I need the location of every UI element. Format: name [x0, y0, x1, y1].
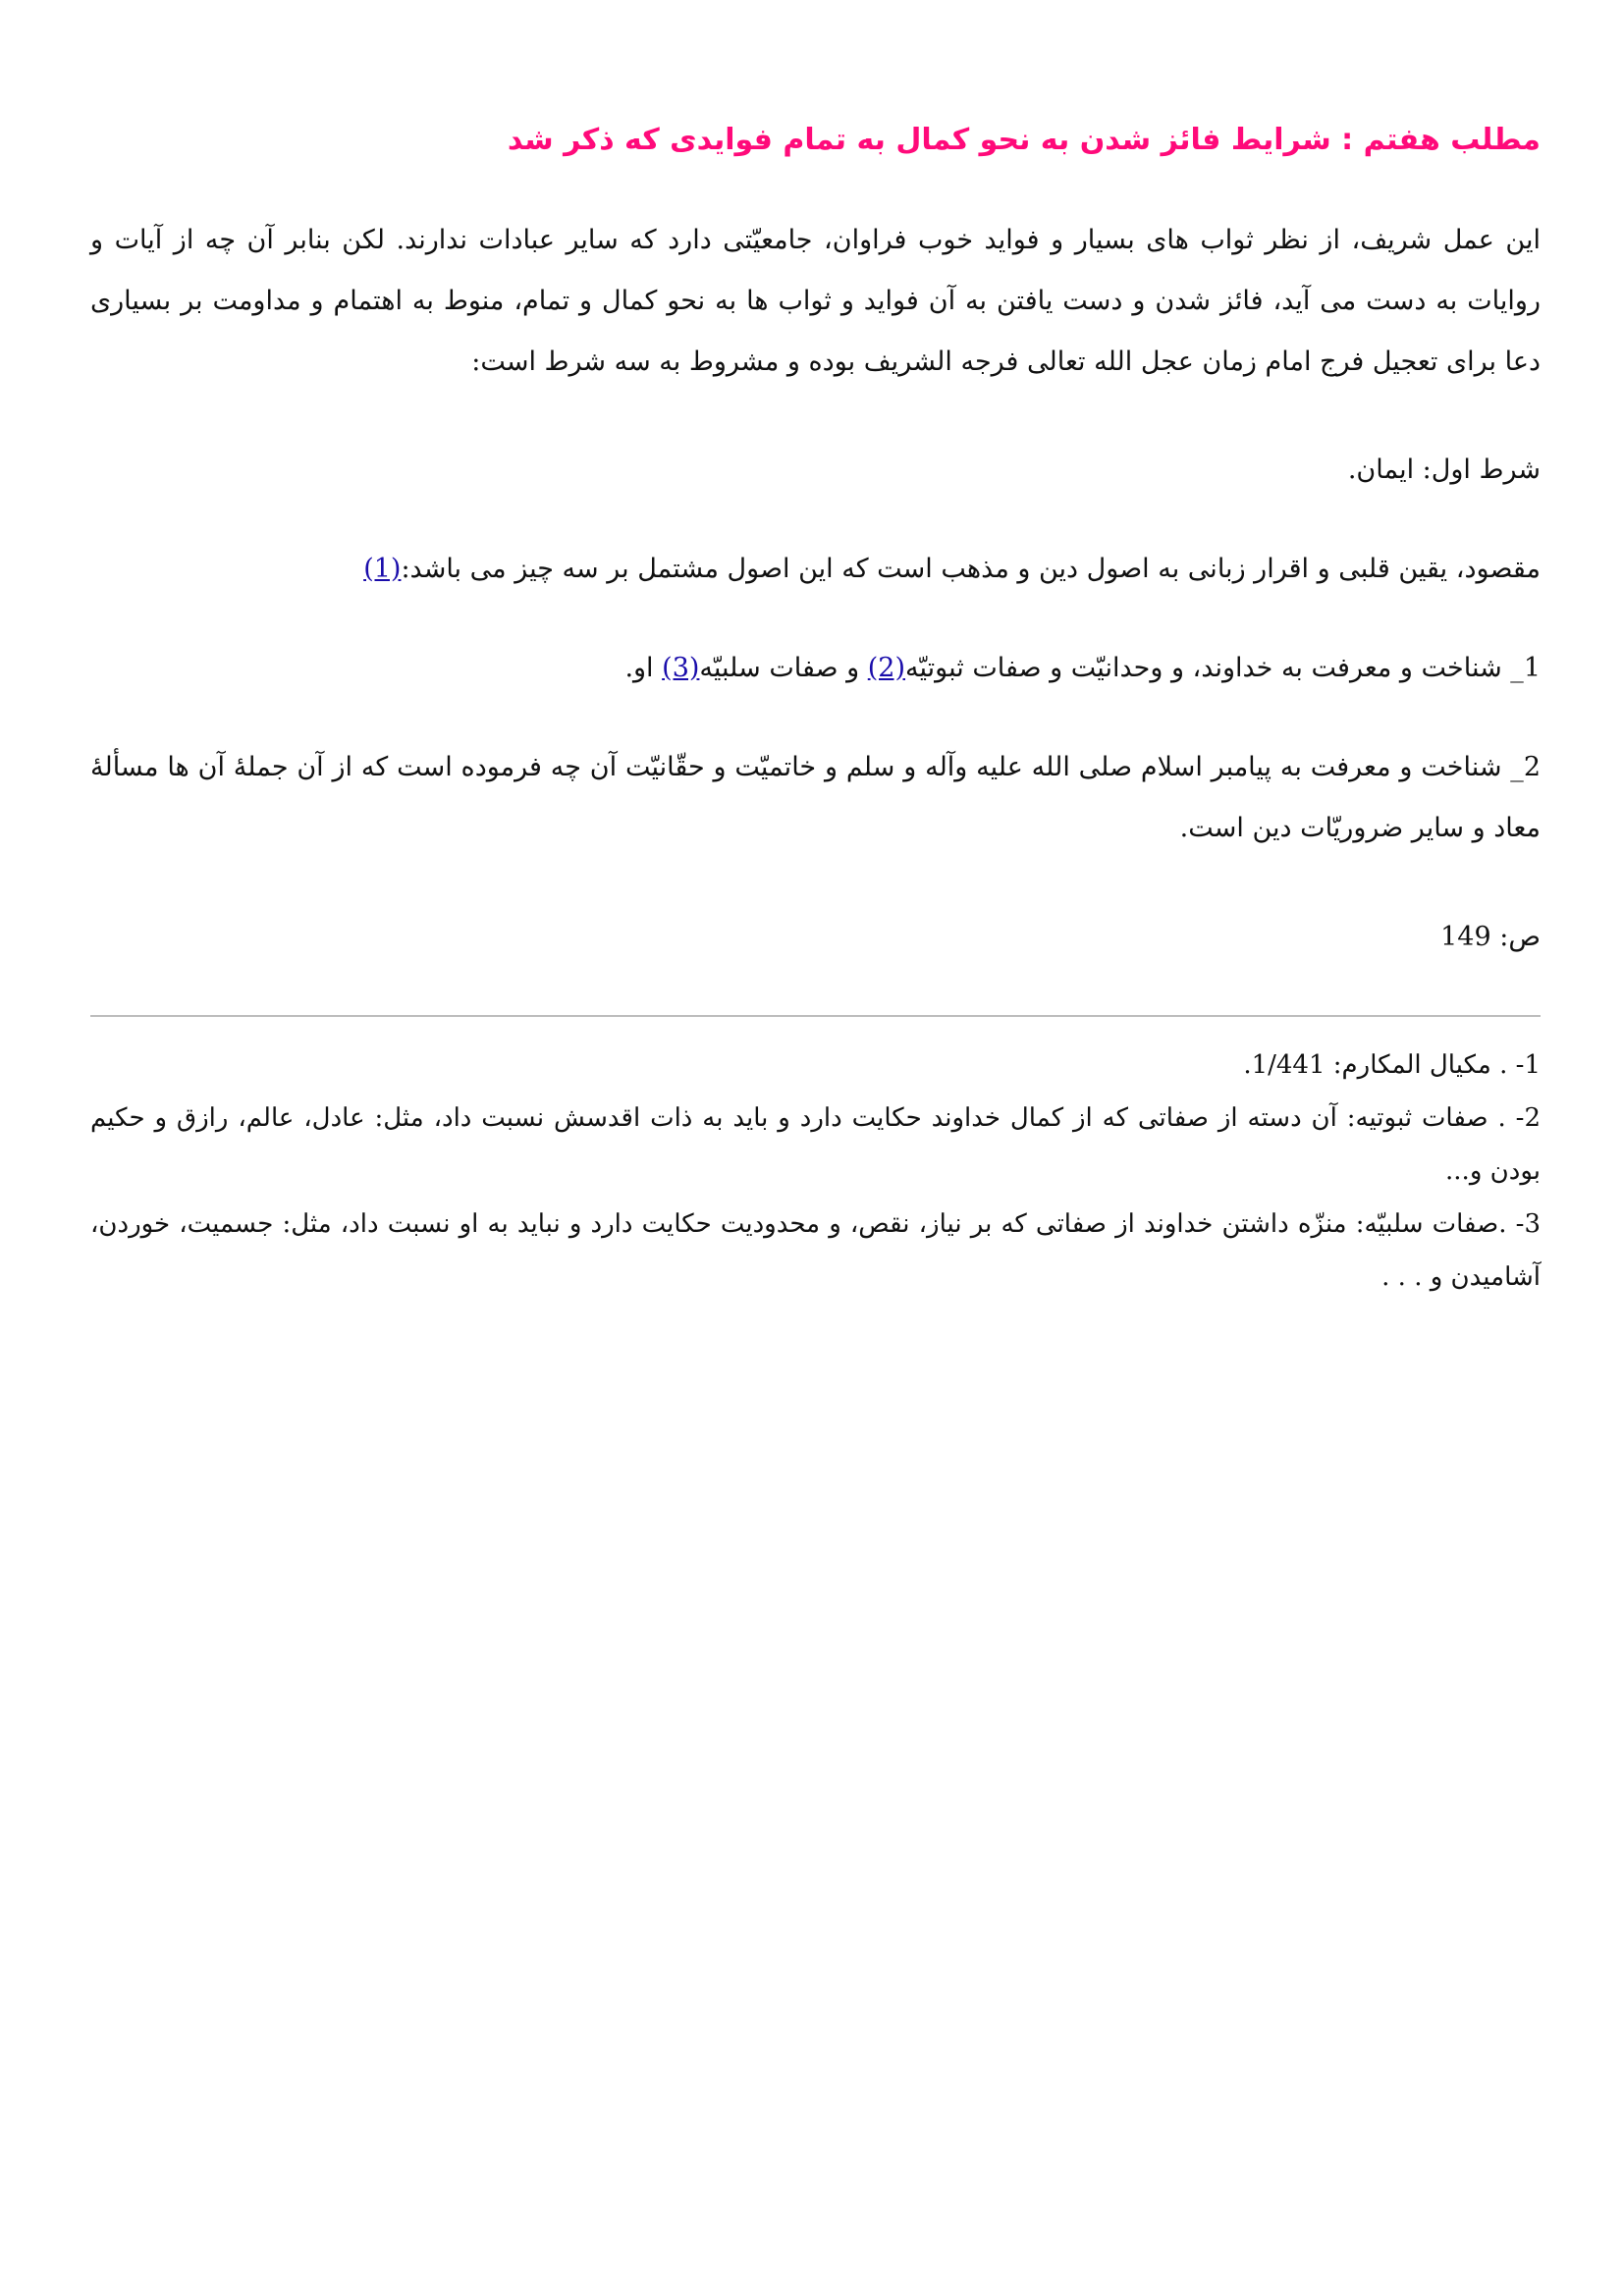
- item-one-text-c: او.: [624, 653, 663, 683]
- page-number: ص: 149: [1440, 922, 1541, 952]
- footnote-text: . صفات ثبوتیه: آن دسته از صفاتی که از کمال خداوند حکایت دارد و باید به ذات اقدسش نسبت داد، مثل: عادل، عالم، رازق و حکیم بودن و...: [90, 1103, 1541, 1186]
- footnote-number: 2-: [1505, 1103, 1541, 1133]
- condition-one-paragraph: شرط اول: ایمان.: [1347, 454, 1541, 485]
- footnote-text: .صفات سلبیّه: منزّه داشتن خداوند از صفاتی که بر نیاز، نقص، و محدودیت حکایت دارد و نباید به او نسبت داد، مثل: جسمیت، خوردن، آشامیدن و . . .: [90, 1209, 1541, 1292]
- footnotes-section: [90, 1039, 1541, 1304]
- footnote-number: 1-: [1507, 1050, 1541, 1080]
- footnote-item: [90, 1039, 1541, 1092]
- item-one-text-b: و صفات سلبیّه: [699, 653, 868, 683]
- intro-paragraph: این عمل شریف، از نظر ثواب های بسیار و فواید خوب فراوان، جامعیّتی دارد که سایر عبادات ندارند. لکن بنابر آن چه از آیات و روایات به دست می آید، فائز شدن و دست یافتن به آن فواید و ثواب ها به نحو کمال و تمام، منوط به اهتمام و مداومت بر بسیاری دعا برای تعجیل فرج امام زمان عجل الله تعالی فرجه الشریف بوده و مشروط به سه شرط است:: [90, 225, 1541, 377]
- item-one-text-a: 1_ شناخت و معرفت به خداوند، و وحدانیّت و صفات ثبوتیّه: [905, 653, 1541, 683]
- footnote-link-2[interactable]: (2): [867, 653, 906, 683]
- footnote-link-1[interactable]: (1): [363, 554, 402, 584]
- item-one-paragraph: [90, 638, 1541, 699]
- footnote-number: 3-: [1506, 1209, 1541, 1239]
- purpose-paragraph: [90, 539, 1541, 600]
- item-two-paragraph: 2_ شناخت و معرفت به پیامبر اسلام صلی الله علیه وآله و سلم و خاتمیّت و حقّانیّت آن چه فرموده است که از آن جملهٔ آن ها مسألهٔ معاد و سایر ضروریّات دین است.: [90, 752, 1541, 843]
- footnote-item: [90, 1092, 1541, 1198]
- footnote-text: . مکیال المکارم: 1/441.: [1243, 1050, 1508, 1080]
- purpose-text: مقصود، یقین قلبی و اقرار زبانی به اصول دین و مذهب است که این اصول مشتمل بر سه چیز می باشد:: [401, 554, 1541, 584]
- footnote-divider: [90, 1015, 1541, 1017]
- footnote-item: [90, 1198, 1541, 1304]
- footnote-link-3[interactable]: (3): [662, 653, 700, 683]
- section-title: مطلب هفتم : شرایط فائز شدن به نحو کمال به تمام فوایدی که ذکر شد: [507, 123, 1541, 157]
